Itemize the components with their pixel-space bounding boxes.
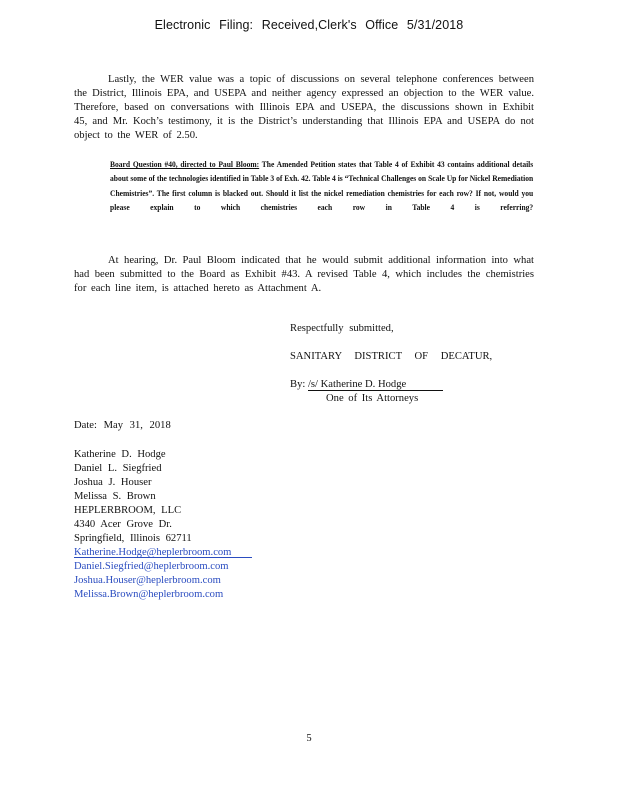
question-text: The Amended Petition states that Table 4 of Exhibit 43 contains additional details about some of the technologies identified in Table 3 of Exh. 42. Table 4 is “Technical Challenges on Scale Up for Nickel Remediation Chemistries”. The first column is blacked out. Should it list the nickel remediation chemistries for each row? If not, would you please explain to which chemistries each row in Table 4 is referring?	[110, 160, 534, 212]
contact-firm: HEPLERBROOM, LLC	[74, 505, 182, 516]
signature-role: One of Its Attorneys	[326, 393, 419, 404]
contact-name: Melissa S. Brown	[74, 491, 156, 502]
question-heading: Board Question #40, directed to Paul Bloom:	[110, 160, 260, 169]
contact-name: Daniel L. Siegfried	[74, 463, 162, 474]
signature-firm: SANITARY DISTRICT OF DECATUR,	[290, 351, 493, 362]
signature-closing: Respectfully submitted,	[290, 323, 394, 334]
contact-address-city: Springfield, Illinois 62711	[74, 533, 192, 544]
paragraph-response-text: At hearing, Dr. Paul Bloom indicated that he would submit additional information into what had been submitted to the Board as Exhibit #43. A revised Table 4, which includes the chemistries for each line item, is attached hereto as Attachment A.	[74, 255, 534, 294]
paragraph-wer-value-text: Lastly, the WER value was a topic of discussions on several telephone conferences between the District, Illinois EPA, and USEPA and neither agency expressed an objection to the WER value. Therefore, based on conversations with Illinois EPA and USEPA, the discussions shown in Exhibit 45, and Mr. Koch’s testimony, it is the District’s understanding that Illinois EPA and USEPA do not object to the WER of 2.50.	[74, 74, 534, 141]
contact-name: Katherine D. Hodge	[74, 449, 166, 460]
email-underline	[74, 557, 252, 558]
email-link[interactable]: Joshua.Houser@heplerbroom.com	[74, 575, 221, 586]
email-link[interactable]: Katherine.Hodge@heplerbroom.com	[74, 547, 232, 558]
board-question-40	[110, 158, 533, 215]
page-number: 5	[306, 733, 312, 744]
email-link[interactable]: Melissa.Brown@heplerbroom.com	[74, 589, 224, 600]
paragraph-wer-value	[74, 73, 534, 143]
filing-header: Electronic Filing: Received,Clerk's Office 5/31/2018	[154, 18, 464, 32]
paragraph-response	[74, 254, 534, 296]
email-link[interactable]: Daniel.Siegfried@heplerbroom.com	[74, 561, 229, 572]
signature-line	[308, 390, 443, 391]
date-line: Date: May 31, 2018	[74, 420, 171, 431]
contact-address-street: 4340 Acer Grove Dr.	[74, 519, 172, 530]
contact-name: Joshua J. Houser	[74, 477, 152, 488]
signature-by: By: /s/ Katherine D. Hodge	[290, 379, 407, 390]
contact-block	[74, 448, 231, 602]
